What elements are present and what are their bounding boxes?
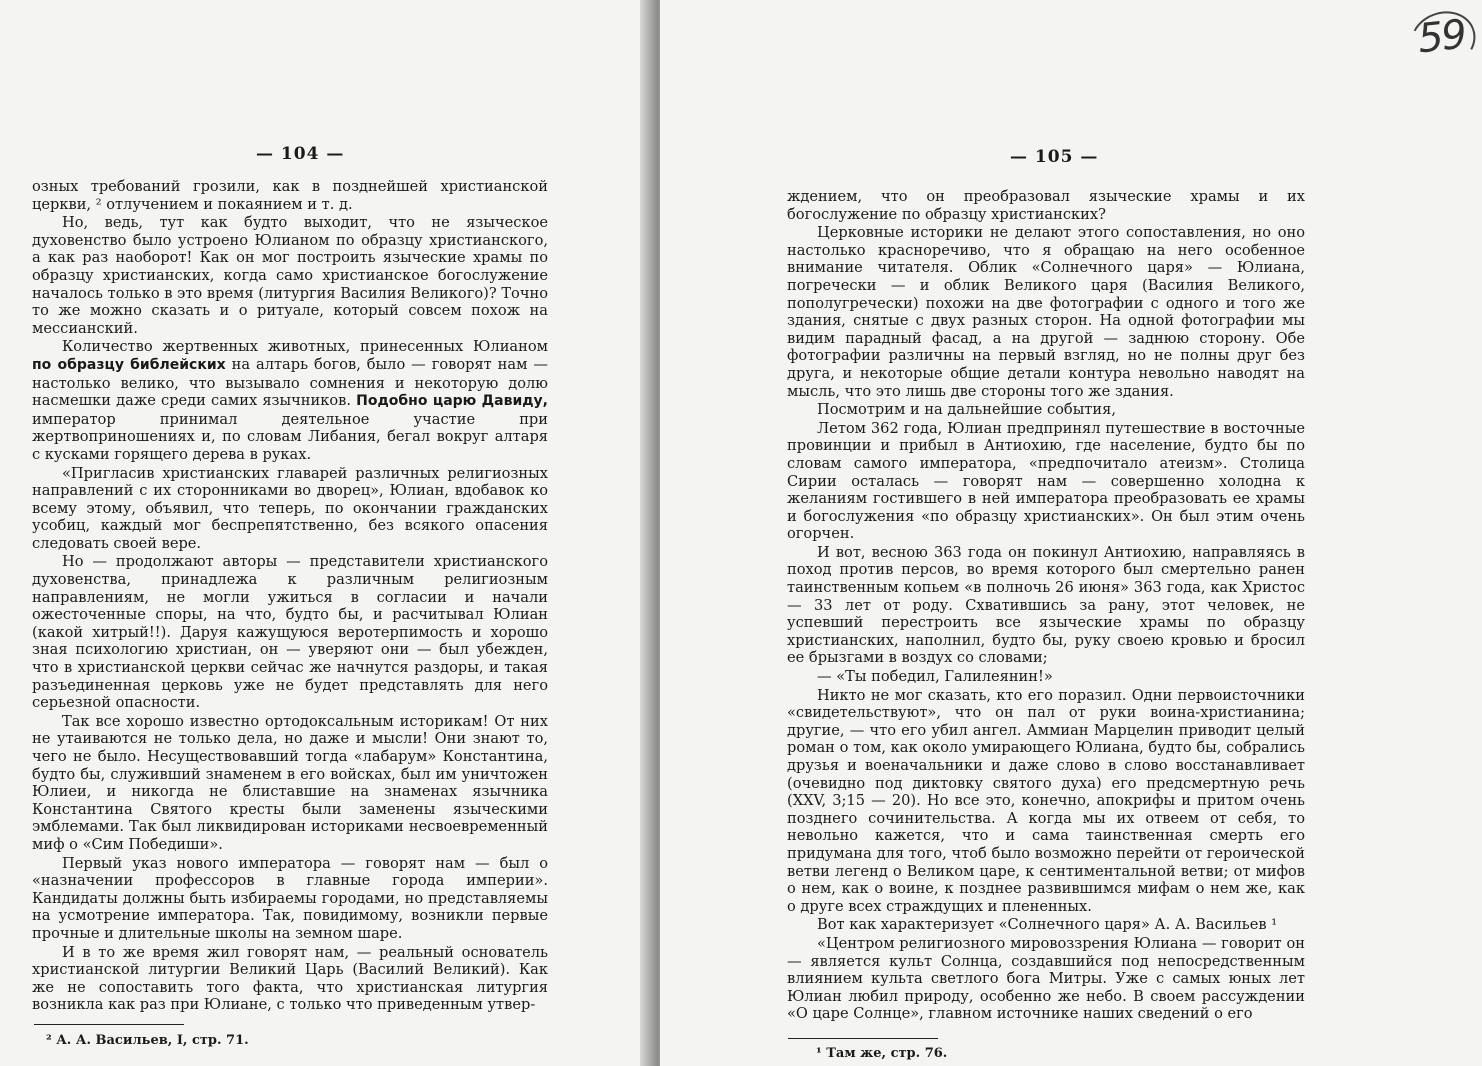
paragraph: Вот как характеризует «Солнечного царя» А. А. Васильев ¹ [817,916,1278,934]
handwritten-page-number: 59 [1415,11,1468,63]
page-number-left: — 104 — [256,144,345,164]
paragraph: Никто не мог сказать, кто его поразил. Одни первоисточники «свидетельствуют», что он пал от руки воина-христианина; другие, — что его убил ангел. Аммиан Марцелин приводит целый роман о том, как около умирающего Юлиана, будто бы, собрались друзья и военачальники и даже слово в слово восстанавливает (очевидно под диктовку святого духа) его предсмертную речь (XXV, 3;15 — 20). Но все это, конечно, апокрифы и притом очень позднего сочинительства. А когда мы их отвеем от себя, то невольно кажется, что и сама таинственная смерть его придумана для того, чтоб было возможно перейти от героической ветви легенд о Великом царе, к сентиментальной ветви; от мифов о нем, как о воине, к позднее развившимся мифам о нем же, как о друге всех страждущих и плененных. [787,686,1305,915]
paragraph-text: Количество жертвенных животных, принесенных Юлианом [62,338,548,356]
paragraph: ждением, что он преобразовал языческие храмы и их богослужение по образцу христианских? [787,188,1305,223]
paragraph: Летом 362 года, Юлиан предпринял путешествие в восточные провинции и прибыл в Антиохию, где население, будто бы по словам самого императора, «предпочитало атеизм». Столица Сирии осталась — говорят нам — совершенно холодна к желаниям гостившего в ней императора преобразовать ее храмы и богослужения «по образцу христианских». Он был этим очень огорчен. [787,419,1305,543]
paragraph: — «Ты победил, Галилеянин!» [817,668,1053,686]
paragraph: И в то же время жил говорят нам, — реальный основатель христианской литургии Великий Царь (Василий Великий). Как же не сопоставить того факта, что христианская литургия возникла как раз при Юлиане, с только что приведенным утвер- [32,943,548,1014]
bold-phrase: по образцу библейских [32,356,226,373]
paragraph: «Пригласив христианских главарей различных религиозных направлений с их сторонниками во дворец», Юлиан, вдобавок ко всему этому, объявил, что теперь, по окончании гражданских усобиц, каждый мог беспрепятственно, без всякого опасения следовать своей вере. [32,464,548,552]
paragraph: Первый указ нового императора — говорят нам — был о «назначении профессоров в главные города империи». Кандидаты должны быть избираемы городами, но представляемы на усмотрение императора. Так, повидимому, возникли первые прочные и длительные школы на земном шаре. [32,854,548,942]
paragraph: озных требований грозили, как в позднейшей христианской церкви, ² отлучением и покаянием и т. д. [32,178,548,213]
right-page-body [787,188,1305,1024]
left-page-body [32,178,548,1015]
bold-phrase: Подобно царю Давиду, [356,393,549,410]
paragraph: Но, ведь, тут как будто выходит, что не языческое духовенство было устроено Юлианом по образцу христианского, а как раз наоборот! Как он мог построить языческие храмы по образцу христианских, когда само христианское богослужение началось только в это время (литургия Василия Великого)? Точно то же можно сказать и о ритуале, который совсем похож на мессианский. [32,214,548,337]
paragraph-text: на алтарь богов, было — говорят нам — настолько велико, что вызывало сомнения и некоторую долю насмешки даже среди самих язычников. [32,355,548,410]
page-number-right: — 105 — [1010,147,1099,167]
footnote-rule [788,1038,938,1039]
footnote-rule [34,1024,184,1025]
paragraph: Посмотрим и на дальнейшие события, [817,401,1116,419]
paragraph-with-bold [32,338,548,463]
paragraph: Церковные историки не делают этого сопоставления, но оно настолько красноречиво, что я обращаю на него особенное внимание читателя. Облик «Солнечного царя» — Юлиана, погречески — и облик Великого царя (Василия Великого, пополугречески) похожи на две фотографии с одного и того же здания, снятые с двух разных сторон. На одной фотографии мы видим парадный фасад, а на другой — заднюю сторону. Обе фотографии различны на первый взгляд, но не полны друг без друга, и некоторые общие детали контура невольно наводят на мысль, что это лишь две стороны того же здания. [787,224,1305,400]
right-page [660,0,1482,1066]
footnote-left: ² А. А. Васильев, I, стр. 71. [46,1033,249,1048]
left-page [0,0,650,1066]
paragraph-text: император принимал деятельное участие при жертвоприношениях и, по словам Либания, бегал вокруг алтаря с кусками горящего дерева в руках. [32,410,548,463]
paragraph: И вот, весною 363 года он покинул Антиохию, направляясь в поход против персов, во время которого был смертельно ранен таинственным копьем «в полночь 26 июня» 363 года, как Христос — 33 лет от роду. Схватившись за рану, этот человек, не успевший перестроить все языческие храмы по образцу христианских, наполнил, будто бы, руку своею кровью и бросил ее брызгами в воздух со словами; [787,543,1305,667]
paragraph: Так все хорошо известно ортодоксальным историкам! От них не утаиваются не только дела, но даже и мысли! Они знают то, чего не было. Несуществовавший тогда «лабарум» Константина, будто бы, служивший знаменем в его войсках, был им уничтожен Юлиеи, и никогда не блиставшие на знаменах язычника Константина Святого кресты были заменены языческими эмблемами. Так был ликвидирован историками несвоевременный миф о «Сим Победиши». [32,712,548,853]
footnote-right: ¹ Там же, стр. 76. [816,1046,948,1061]
paragraph: Но — продолжают авторы — представители христианского духовенства, принадлежа к различным религиозным направлениям, не могли ужиться в согласии и начали ожесточенные споры, на что, будто бы, и расчитывал Юлиан (какой хитрый!!). Даруя кажущуюся веротерпимость и хорошо зная психологию христиан, он — уверяют они — был убежден, что в христианской церкви сейчас же начнутся раздоры, и такая разъединенная церковь уже не будет представлять для него серьезной опасности. [32,553,548,712]
paragraph: «Центром религиозного мировоззрения Юлиана — говорит он — является культ Солнца, создавшийся под непосредственным влиянием культа светлого бога Митры. Уже с самых юных лет Юлиан любил природу, особенно же небо. В своем рассуждении «О царе Солнце», главном источнике наших сведений о его [787,934,1305,1023]
